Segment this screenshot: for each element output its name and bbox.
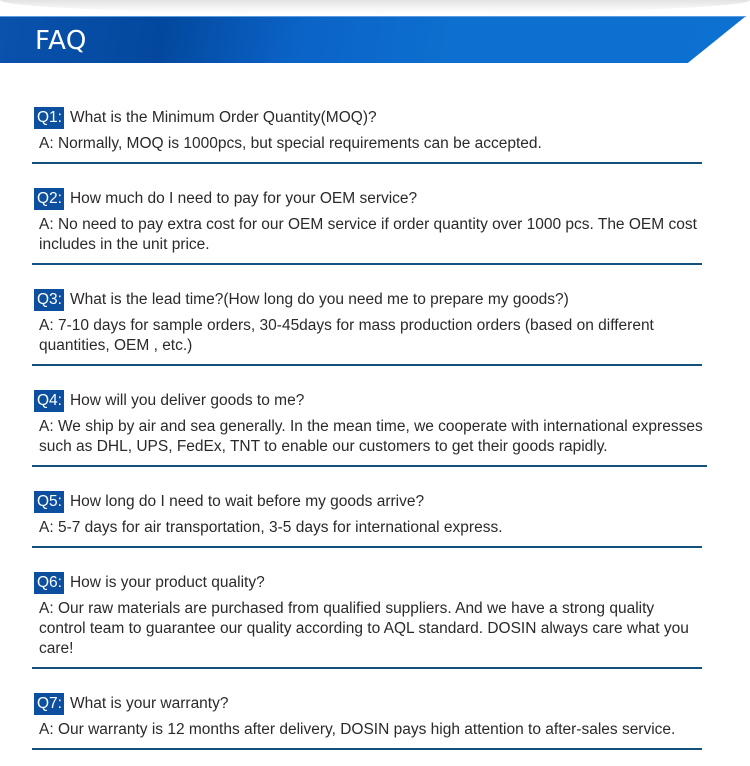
question-badge: Q4:	[34, 390, 64, 412]
faq-item-q3	[32, 289, 702, 366]
faq-banner	[0, 16, 746, 63]
faq-item-q6	[32, 572, 702, 669]
faq-question	[32, 289, 702, 311]
faq-answer: A: Our raw materials are purchased from qualified suppliers. And we have a strong quality control team to guarantee our quality according to AQL standard. DOSIN always care what you care!	[39, 600, 689, 657]
question-text: How much do I need to pay for your OEM service?	[69, 190, 418, 207]
top-shadow-divider	[0, 0, 750, 14]
question-text: How is your product quality?	[69, 574, 265, 591]
faq-answer: A: 5-7 days for air transportation, 3-5 days for international express.	[39, 519, 503, 536]
question-badge: Q7:	[34, 693, 64, 715]
question-badge: Q5:	[34, 491, 64, 513]
question-text: How will you deliver goods to me?	[69, 392, 305, 409]
faq-item-q7	[32, 693, 702, 750]
page-title: FAQ	[35, 26, 87, 56]
faq-item-q5	[32, 491, 702, 548]
faq-answer: A: We ship by air and sea generally. In the mean time, we cooperate with international expresses such as DHL, UPS, FedEx, TNT to enable our customers to get their goods rapidly.	[39, 418, 703, 455]
question-text: How long do I need to wait before my goods arrive?	[69, 493, 425, 510]
question-badge: Q1:	[34, 107, 64, 129]
faq-question	[32, 693, 702, 715]
banner-highlight	[0, 16, 746, 17]
faq-question	[32, 572, 702, 594]
question-badge: Q6:	[34, 572, 64, 594]
faq-question	[32, 188, 702, 210]
question-badge: Q2:	[34, 188, 64, 210]
faq-question	[32, 491, 702, 513]
faq-question	[32, 107, 702, 129]
question-badge: Q3:	[34, 289, 64, 311]
faq-item-q4	[32, 390, 707, 467]
faq-item-q2	[32, 188, 702, 265]
faq-answer: A: No need to pay extra cost for our OEM service if order quantity over 1000 pcs. The OEM cost includes in the unit price.	[39, 216, 697, 253]
faq-answer: A: 7-10 days for sample orders, 30-45days for mass production orders (based on different quantities, OEM , etc.)	[39, 317, 654, 354]
faq-answer: A: Our warranty is 12 months after delivery, DOSIN pays high attention to after-sales service.	[39, 721, 676, 738]
question-text: What is your warranty?	[69, 695, 229, 712]
question-text: What is the Minimum Order Quantity(MOQ)?	[69, 109, 377, 126]
faq-answer: A: Normally, MOQ is 1000pcs, but special requirements can be accepted.	[39, 135, 542, 152]
faq-item-q1	[32, 107, 702, 164]
faq-question	[32, 390, 707, 412]
question-text: What is the lead time?(How long do you need me to prepare my goods?)	[69, 291, 569, 308]
